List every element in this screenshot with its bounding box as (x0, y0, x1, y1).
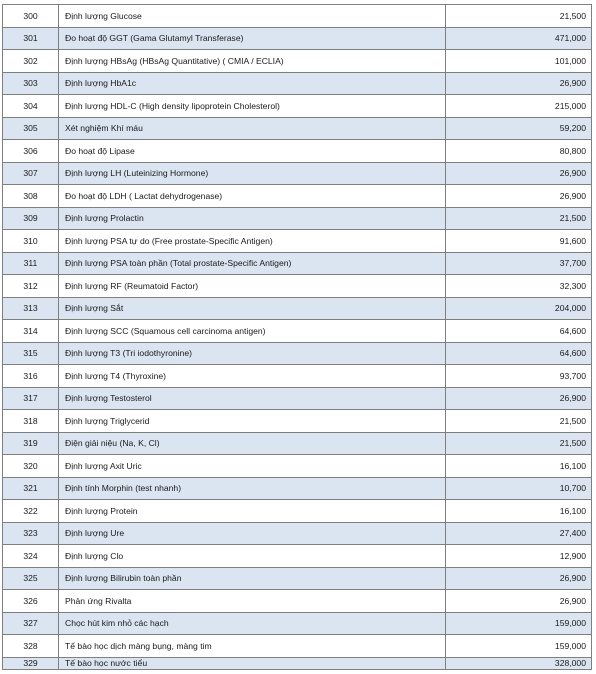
row-number: 303 (3, 72, 59, 95)
service-price: 93,700 (446, 365, 592, 388)
table-row (3, 657, 592, 669)
table-row (3, 365, 592, 388)
price-table (2, 4, 592, 670)
service-name: Định lượng Protein (59, 500, 446, 523)
table-body (3, 5, 592, 670)
service-name: Đo hoạt độ LDH ( Lactat dehydrogenase) (59, 185, 446, 208)
service-name: Định lượng HBsAg (HBsAg Quantitative) ( CMIA / ECLIA) (59, 50, 446, 73)
table-row (3, 275, 592, 298)
service-name: Định lượng Bilirubin toàn phần (59, 567, 446, 590)
service-name: Định tính Morphin (test nhanh) (59, 477, 446, 500)
table-row (3, 252, 592, 275)
table-row (3, 410, 592, 433)
row-number: 321 (3, 477, 59, 500)
table-row (3, 230, 592, 253)
service-price: 101,000 (446, 50, 592, 73)
row-number: 311 (3, 252, 59, 275)
row-number: 312 (3, 275, 59, 298)
table-row (3, 50, 592, 73)
row-number: 327 (3, 612, 59, 635)
service-name: Định lượng PSA tự do (Free prostate-Specific Antigen) (59, 230, 446, 253)
service-name: Định lượng Sắt (59, 297, 446, 320)
service-name: Tế bào học nước tiểu (59, 657, 446, 669)
service-price: 37,700 (446, 252, 592, 275)
service-name: Định lượng T3 (Tri iodothyronine) (59, 342, 446, 365)
service-name: Định lượng HDL-C (High density lipoprotein Cholesterol) (59, 95, 446, 118)
table-row (3, 297, 592, 320)
service-price: 26,900 (446, 72, 592, 95)
service-name: Điện giải niệu (Na, K, Cl) (59, 432, 446, 455)
service-price: 64,600 (446, 320, 592, 343)
table-row (3, 162, 592, 185)
row-number: 318 (3, 410, 59, 433)
service-price: 159,000 (446, 612, 592, 635)
service-price: 12,900 (446, 545, 592, 568)
service-name: Định lượng Clo (59, 545, 446, 568)
service-price: 26,900 (446, 387, 592, 410)
service-name: Định lượng Ure (59, 522, 446, 545)
service-price: 21,500 (446, 5, 592, 28)
service-price: 27,400 (446, 522, 592, 545)
table-row (3, 522, 592, 545)
row-number: 313 (3, 297, 59, 320)
row-number: 324 (3, 545, 59, 568)
table-row (3, 320, 592, 343)
table-row (3, 72, 592, 95)
row-number: 307 (3, 162, 59, 185)
service-price: 21,500 (446, 207, 592, 230)
row-number: 317 (3, 387, 59, 410)
row-number: 320 (3, 455, 59, 478)
service-price: 471,000 (446, 27, 592, 50)
row-number: 305 (3, 117, 59, 140)
service-name: Định lượng PSA toàn phần (Total prostate-Specific Antigen) (59, 252, 446, 275)
table-row (3, 612, 592, 635)
table-row (3, 635, 592, 658)
service-price: 328,000 (446, 657, 592, 669)
service-price: 159,000 (446, 635, 592, 658)
table-row (3, 207, 592, 230)
service-name: Phản ứng Rivalta (59, 590, 446, 613)
service-name: Định lượng RF (Reumatoid Factor) (59, 275, 446, 298)
service-name: Định lượng Testosterol (59, 387, 446, 410)
service-price: 204,000 (446, 297, 592, 320)
table-row (3, 567, 592, 590)
service-name: Tế bào học dịch màng bụng, màng tim (59, 635, 446, 658)
service-name: Đo hoạt độ Lipase (59, 140, 446, 163)
service-price: 26,900 (446, 162, 592, 185)
service-price: 26,900 (446, 590, 592, 613)
service-price: 10,700 (446, 477, 592, 500)
service-name: Định lượng HbA1c (59, 72, 446, 95)
service-price: 64,600 (446, 342, 592, 365)
service-name: Định lượng Axit Uric (59, 455, 446, 478)
table-row (3, 140, 592, 163)
service-name: Đo hoạt độ GGT (Gama Glutamyl Transferase) (59, 27, 446, 50)
table-row (3, 500, 592, 523)
row-number: 310 (3, 230, 59, 253)
row-number: 315 (3, 342, 59, 365)
service-price: 26,900 (446, 185, 592, 208)
table-row (3, 455, 592, 478)
row-number: 308 (3, 185, 59, 208)
service-name: Định lượng LH (Luteinizing Hormone) (59, 162, 446, 185)
row-number: 302 (3, 50, 59, 73)
service-price: 26,900 (446, 567, 592, 590)
table-row (3, 185, 592, 208)
row-number: 314 (3, 320, 59, 343)
service-price: 91,600 (446, 230, 592, 253)
service-price: 32,300 (446, 275, 592, 298)
service-name: Định lượng SCC (Squamous cell carcinoma antigen) (59, 320, 446, 343)
row-number: 316 (3, 365, 59, 388)
row-number: 326 (3, 590, 59, 613)
service-price: 16,100 (446, 455, 592, 478)
service-price: 21,500 (446, 410, 592, 433)
service-name: Định lượng T4 (Thyroxine) (59, 365, 446, 388)
table-row (3, 5, 592, 28)
row-number: 301 (3, 27, 59, 50)
service-price: 16,100 (446, 500, 592, 523)
row-number: 329 (3, 657, 59, 669)
table-row (3, 432, 592, 455)
row-number: 300 (3, 5, 59, 28)
row-number: 325 (3, 567, 59, 590)
row-number: 309 (3, 207, 59, 230)
service-name: Định lượng Prolactin (59, 207, 446, 230)
table-row (3, 387, 592, 410)
table-row (3, 590, 592, 613)
service-name: Định lượng Glucose (59, 5, 446, 28)
service-price: 59,200 (446, 117, 592, 140)
table-row (3, 95, 592, 118)
row-number: 306 (3, 140, 59, 163)
table-row (3, 477, 592, 500)
table-row (3, 117, 592, 140)
service-name: Xét nghiệm Khí máu (59, 117, 446, 140)
service-name: Chọc hút kim nhỏ các hạch (59, 612, 446, 635)
row-number: 322 (3, 500, 59, 523)
service-price: 21,500 (446, 432, 592, 455)
table-row (3, 545, 592, 568)
table-row (3, 27, 592, 50)
row-number: 304 (3, 95, 59, 118)
service-price: 80,800 (446, 140, 592, 163)
row-number: 319 (3, 432, 59, 455)
service-price: 215,000 (446, 95, 592, 118)
table-row (3, 342, 592, 365)
service-name: Định lượng Triglycerid (59, 410, 446, 433)
row-number: 328 (3, 635, 59, 658)
row-number: 323 (3, 522, 59, 545)
